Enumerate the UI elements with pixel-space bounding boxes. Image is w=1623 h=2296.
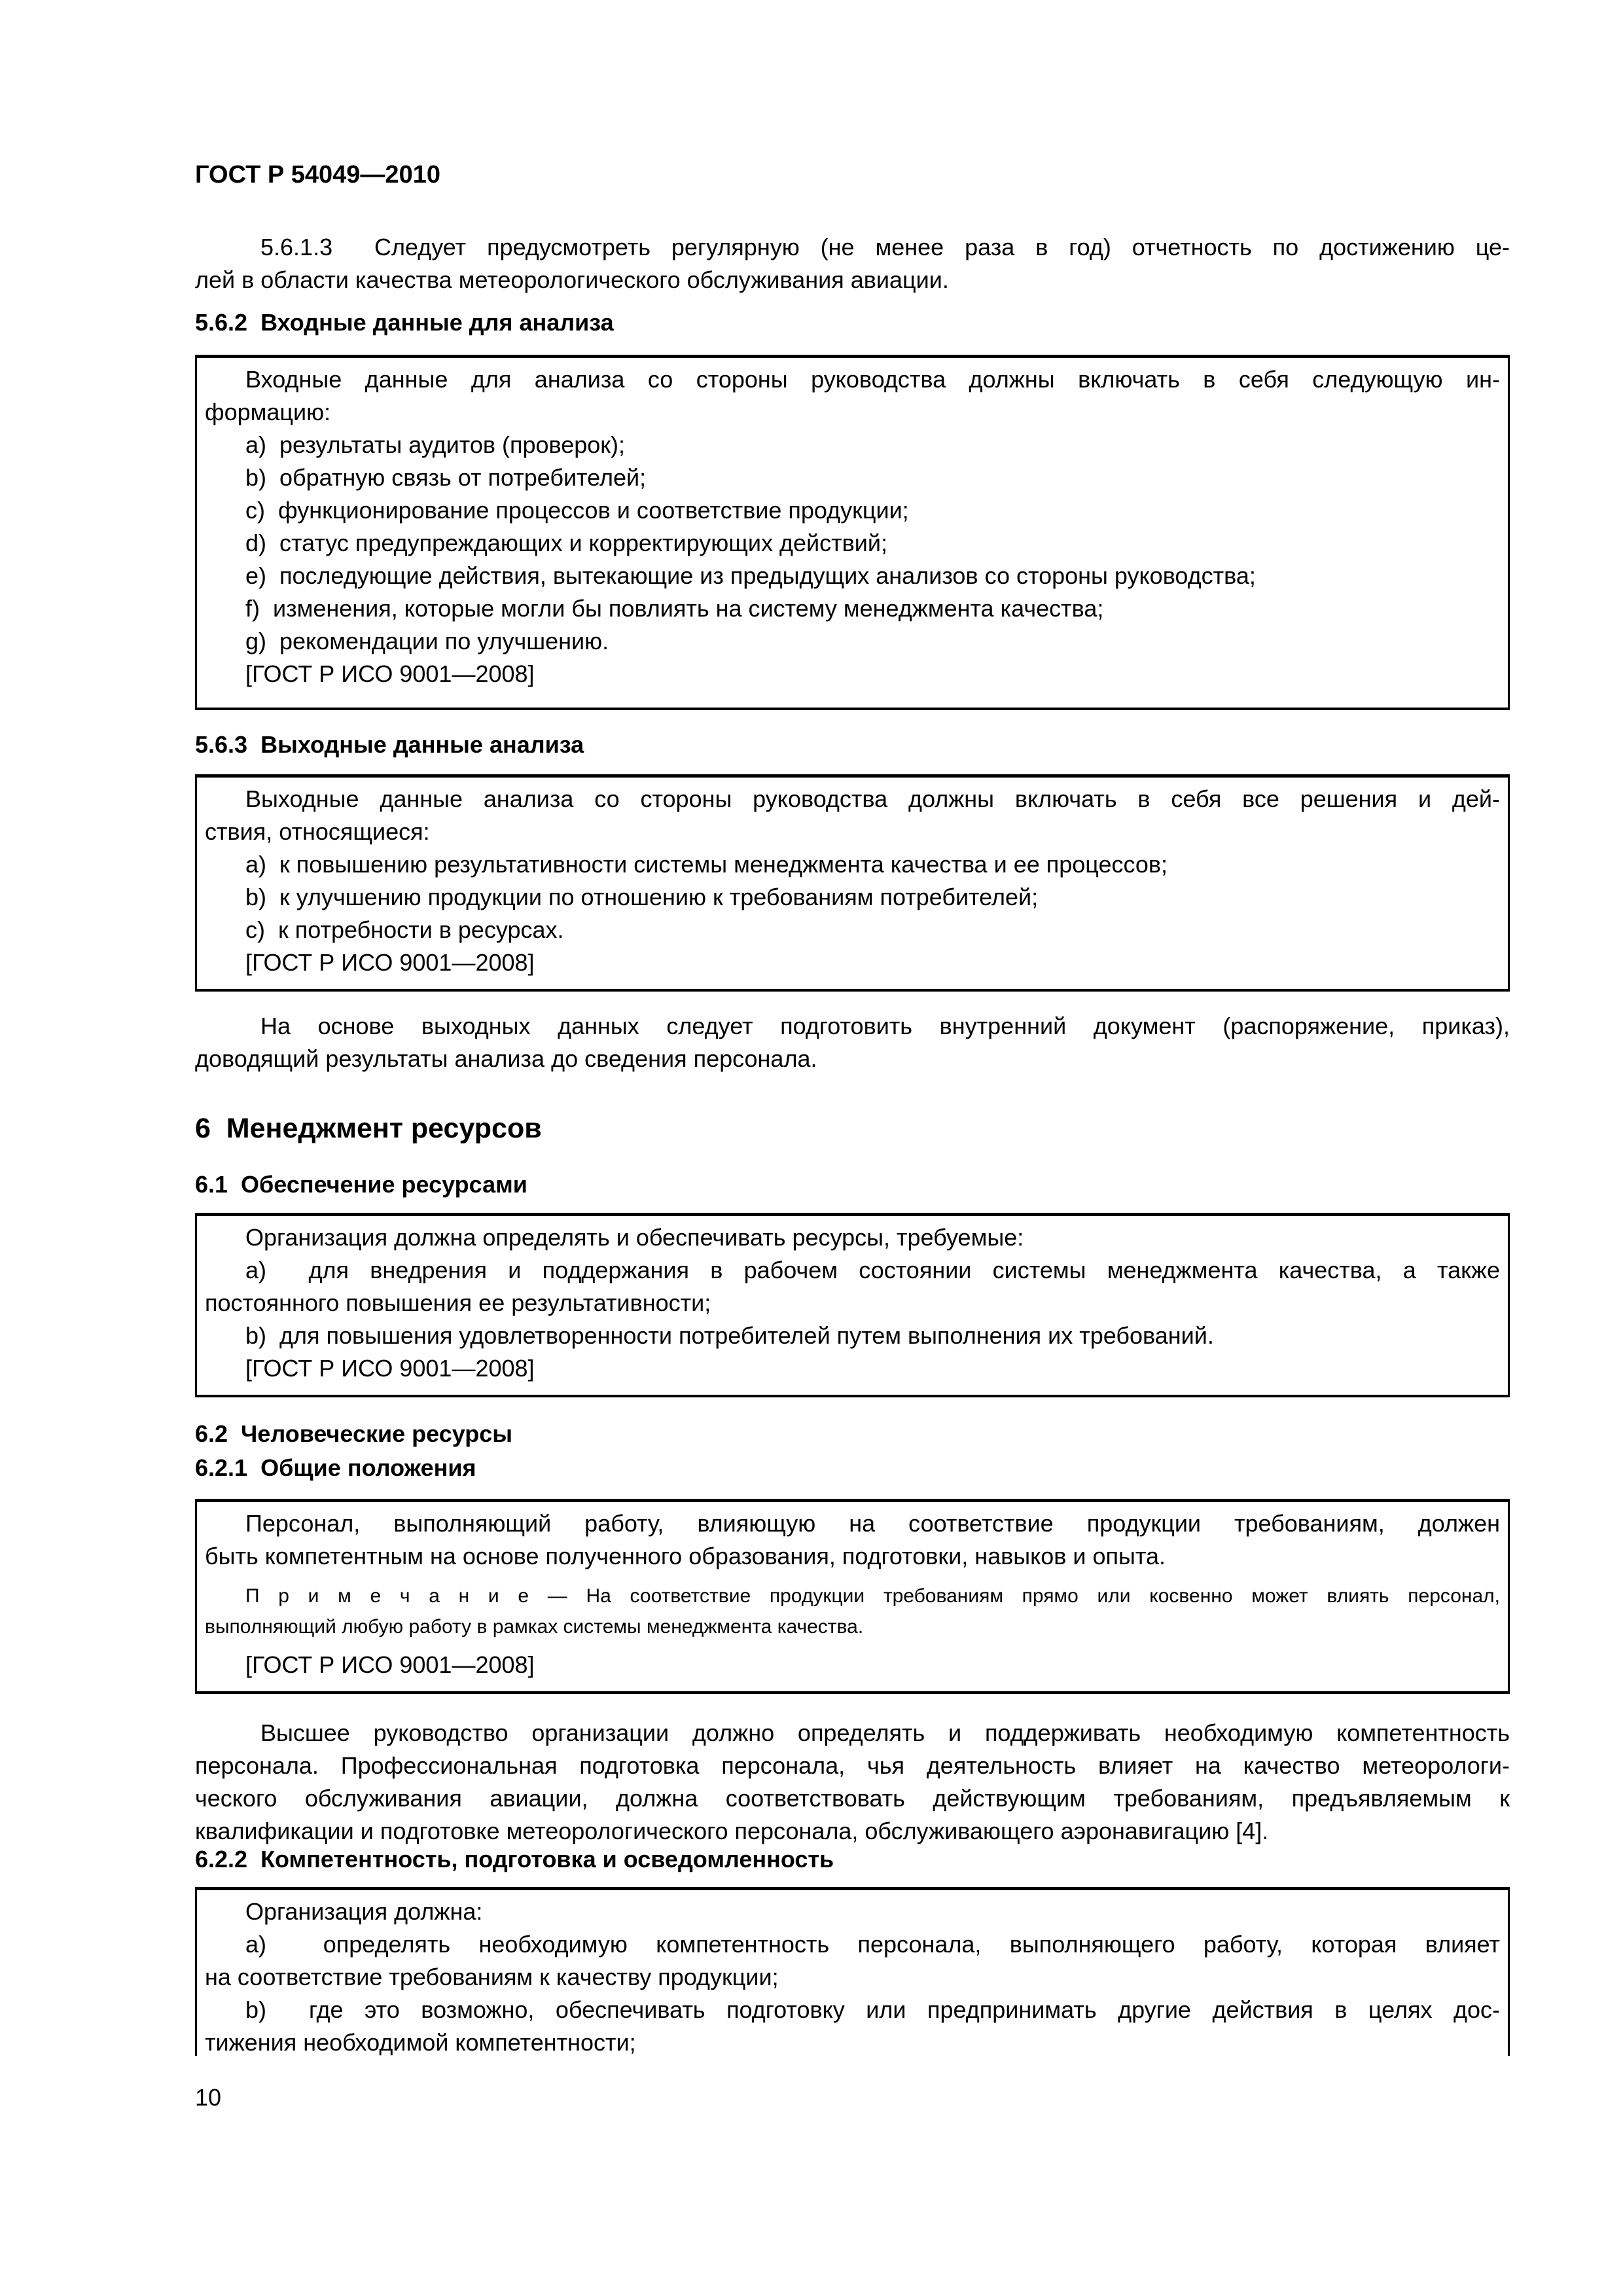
iso-source-ref: [ГОСТ Р ИСО 9001—2008] xyxy=(245,949,535,976)
text-line: Выходные данные анализа со стороны руководства должны включать в себя все решения и дей- xyxy=(245,785,1500,812)
text-line: Входные данные для анализа со стороны руководства должны включать в себя следующую ин- xyxy=(245,366,1500,393)
box-resource-provision xyxy=(195,1213,1510,1397)
box-personnel-text xyxy=(205,1507,1500,1573)
paragraph xyxy=(205,783,1500,848)
paragraph xyxy=(205,848,1500,881)
box-personnel xyxy=(195,1499,1510,1694)
page-number: 10 xyxy=(195,2084,222,2111)
note-block xyxy=(205,1581,1500,1642)
paragraph xyxy=(205,461,1500,494)
para-5-6-1-3 xyxy=(195,231,1510,296)
iso-source-ref: [ГОСТ Р ИСО 9001—2008] xyxy=(245,1651,535,1678)
text-line: быть компетентным на основе полученного образования, подготовки, навыков и опыта. xyxy=(205,1543,1166,1570)
box-resource-provision-text xyxy=(205,1221,1500,1352)
text-line: На основе выходных данных следует подготовить внутренний документ (распоряжение, приказ), xyxy=(260,1013,1510,1039)
text-line: доводящий результаты анализа до сведения персонала. xyxy=(195,1045,817,1072)
heading-5-6-3: 5.6.3 Выходные данные анализа xyxy=(195,731,584,758)
paragraph xyxy=(205,625,1500,658)
running-header: ГОСТ Р 54049—2010 xyxy=(195,161,440,188)
text-line: Организация должна: xyxy=(245,1898,483,1925)
text-line: ствия, относящиеся: xyxy=(205,818,430,845)
text-line: квалификации и подготовке метеорологического персонала, обслуживающего аэронавигацию [4]. xyxy=(195,1818,1269,1844)
box-review-outputs-text xyxy=(205,783,1500,946)
text-line: g) рекомендации по улучшению. xyxy=(245,628,609,655)
text-line: f) изменения, которые могли бы повлиять на систему менеджмента качества; xyxy=(245,595,1104,622)
text-line: на соответствие требованиям к качеству продукции; xyxy=(205,1964,779,1990)
text-line: лей в области качества метеорологического обслуживания авиации. xyxy=(195,266,949,293)
box-competence-text xyxy=(205,1895,1500,2056)
text-line: a) определять необходимую компетентность персонала, выполняющего работу, которая влияет xyxy=(245,1931,1500,1958)
text-line: Высшее руководство организации должно определять и поддерживать необходимую компетентность xyxy=(260,1719,1510,1746)
heading-6-1: 6.1 Обеспечение ресурсами xyxy=(195,1171,527,1198)
text-line: формацию: xyxy=(205,399,331,425)
text-line: Организация должна определять и обеспечивать ресурсы, требуемые: xyxy=(245,1224,1024,1251)
para-vysshee xyxy=(195,1717,1510,1848)
text-line: c) к потребности в ресурсах. xyxy=(245,916,564,943)
text-line: b) обратную связь от потребителей; xyxy=(245,464,647,491)
text-line: постоянного повышения ее результативности; xyxy=(205,1289,711,1316)
paragraph xyxy=(205,1254,1500,1319)
para-na-osnove xyxy=(195,1010,1510,1075)
text-line: b) для повышения удовлетворенности потребителей путем выполнения их требований. xyxy=(245,1322,1214,1349)
paragraph xyxy=(205,1895,1500,1928)
paragraph xyxy=(205,363,1500,429)
paragraph xyxy=(205,1507,1500,1573)
text-line: a) для внедрения и поддержания в рабочем состоянии системы менеджмента качества, а также xyxy=(245,1257,1500,1283)
paragraph xyxy=(205,429,1500,461)
text-line: b) к улучшению продукции по отношению к требованиям потребителей; xyxy=(245,884,1039,910)
paragraph xyxy=(205,494,1500,527)
heading-6-2: 6.2 Человеческие ресурсы xyxy=(195,1420,513,1447)
text-line: e) последующие действия, вытекающие из предыдущих анализов со стороны руководства; xyxy=(245,562,1256,589)
paragraph xyxy=(205,1319,1500,1352)
text-line: d) статус предупреждающих и корректирующих действий; xyxy=(245,529,887,556)
heading-6: 6 Менеджмент ресурсов xyxy=(195,1113,542,1144)
box-review-outputs xyxy=(195,774,1510,992)
text-line: выполняющий любую работу в рамках системы менеджмента качества. xyxy=(205,1616,864,1638)
paragraph xyxy=(205,527,1500,560)
paragraph xyxy=(205,560,1500,592)
paragraph xyxy=(205,592,1500,625)
text-line: b) где это возможно, обеспечивать подготовку или предпринимать другие действия в целях дос- xyxy=(245,1996,1500,2023)
text-line: a) результаты аудитов (проверок); xyxy=(245,431,626,458)
iso-source-ref: [ГОСТ Р ИСО 9001—2008] xyxy=(245,1355,535,1382)
heading-6-2-2: 6.2.2 Компетентность, подготовка и осведомленность xyxy=(195,1846,834,1873)
paragraph xyxy=(205,914,1500,946)
box-review-inputs-text xyxy=(205,363,1500,658)
box-review-inputs xyxy=(195,355,1510,710)
paragraph xyxy=(205,1221,1500,1254)
text-line: тижения необходимой компетентности; xyxy=(205,2029,636,2056)
paragraph xyxy=(205,1994,1500,2056)
paragraph xyxy=(205,881,1500,914)
text-line: c) функционирование процессов и соответствие продукции; xyxy=(245,497,909,524)
iso-source-ref: [ГОСТ Р ИСО 9001—2008] xyxy=(245,660,535,687)
text-line: a) к повышению результативности системы менеджмента качества и ее процессов; xyxy=(245,851,1168,878)
box-competence xyxy=(195,1887,1510,2056)
paragraph xyxy=(205,1928,1500,1994)
heading-6-2-1: 6.2.1 Общие положения xyxy=(195,1454,476,1481)
heading-5-6-2: 5.6.2 Входные данные для анализа xyxy=(195,309,614,336)
text-line: персонала. Профессиональная подготовка персонала, чья деятельность влияет на качество метеорологи- xyxy=(195,1752,1510,1779)
text-line: ческого обслуживания авиации, должна соответствовать действующим требованиям, предъявляемым к xyxy=(195,1785,1510,1812)
text-line: Персонал, выполняющий работу, влияющую на соответствие продукции требованиям, должен xyxy=(245,1510,1500,1537)
text-line: 5.6.1.3 Следует предусмотреть регулярную (не менее раза в год) отчетность по достижению це- xyxy=(260,234,1510,260)
text-line: П р и м е ч а н и е — На соответствие продукции требованиям прямо или косвенно может влиять персонал, xyxy=(245,1585,1500,1607)
